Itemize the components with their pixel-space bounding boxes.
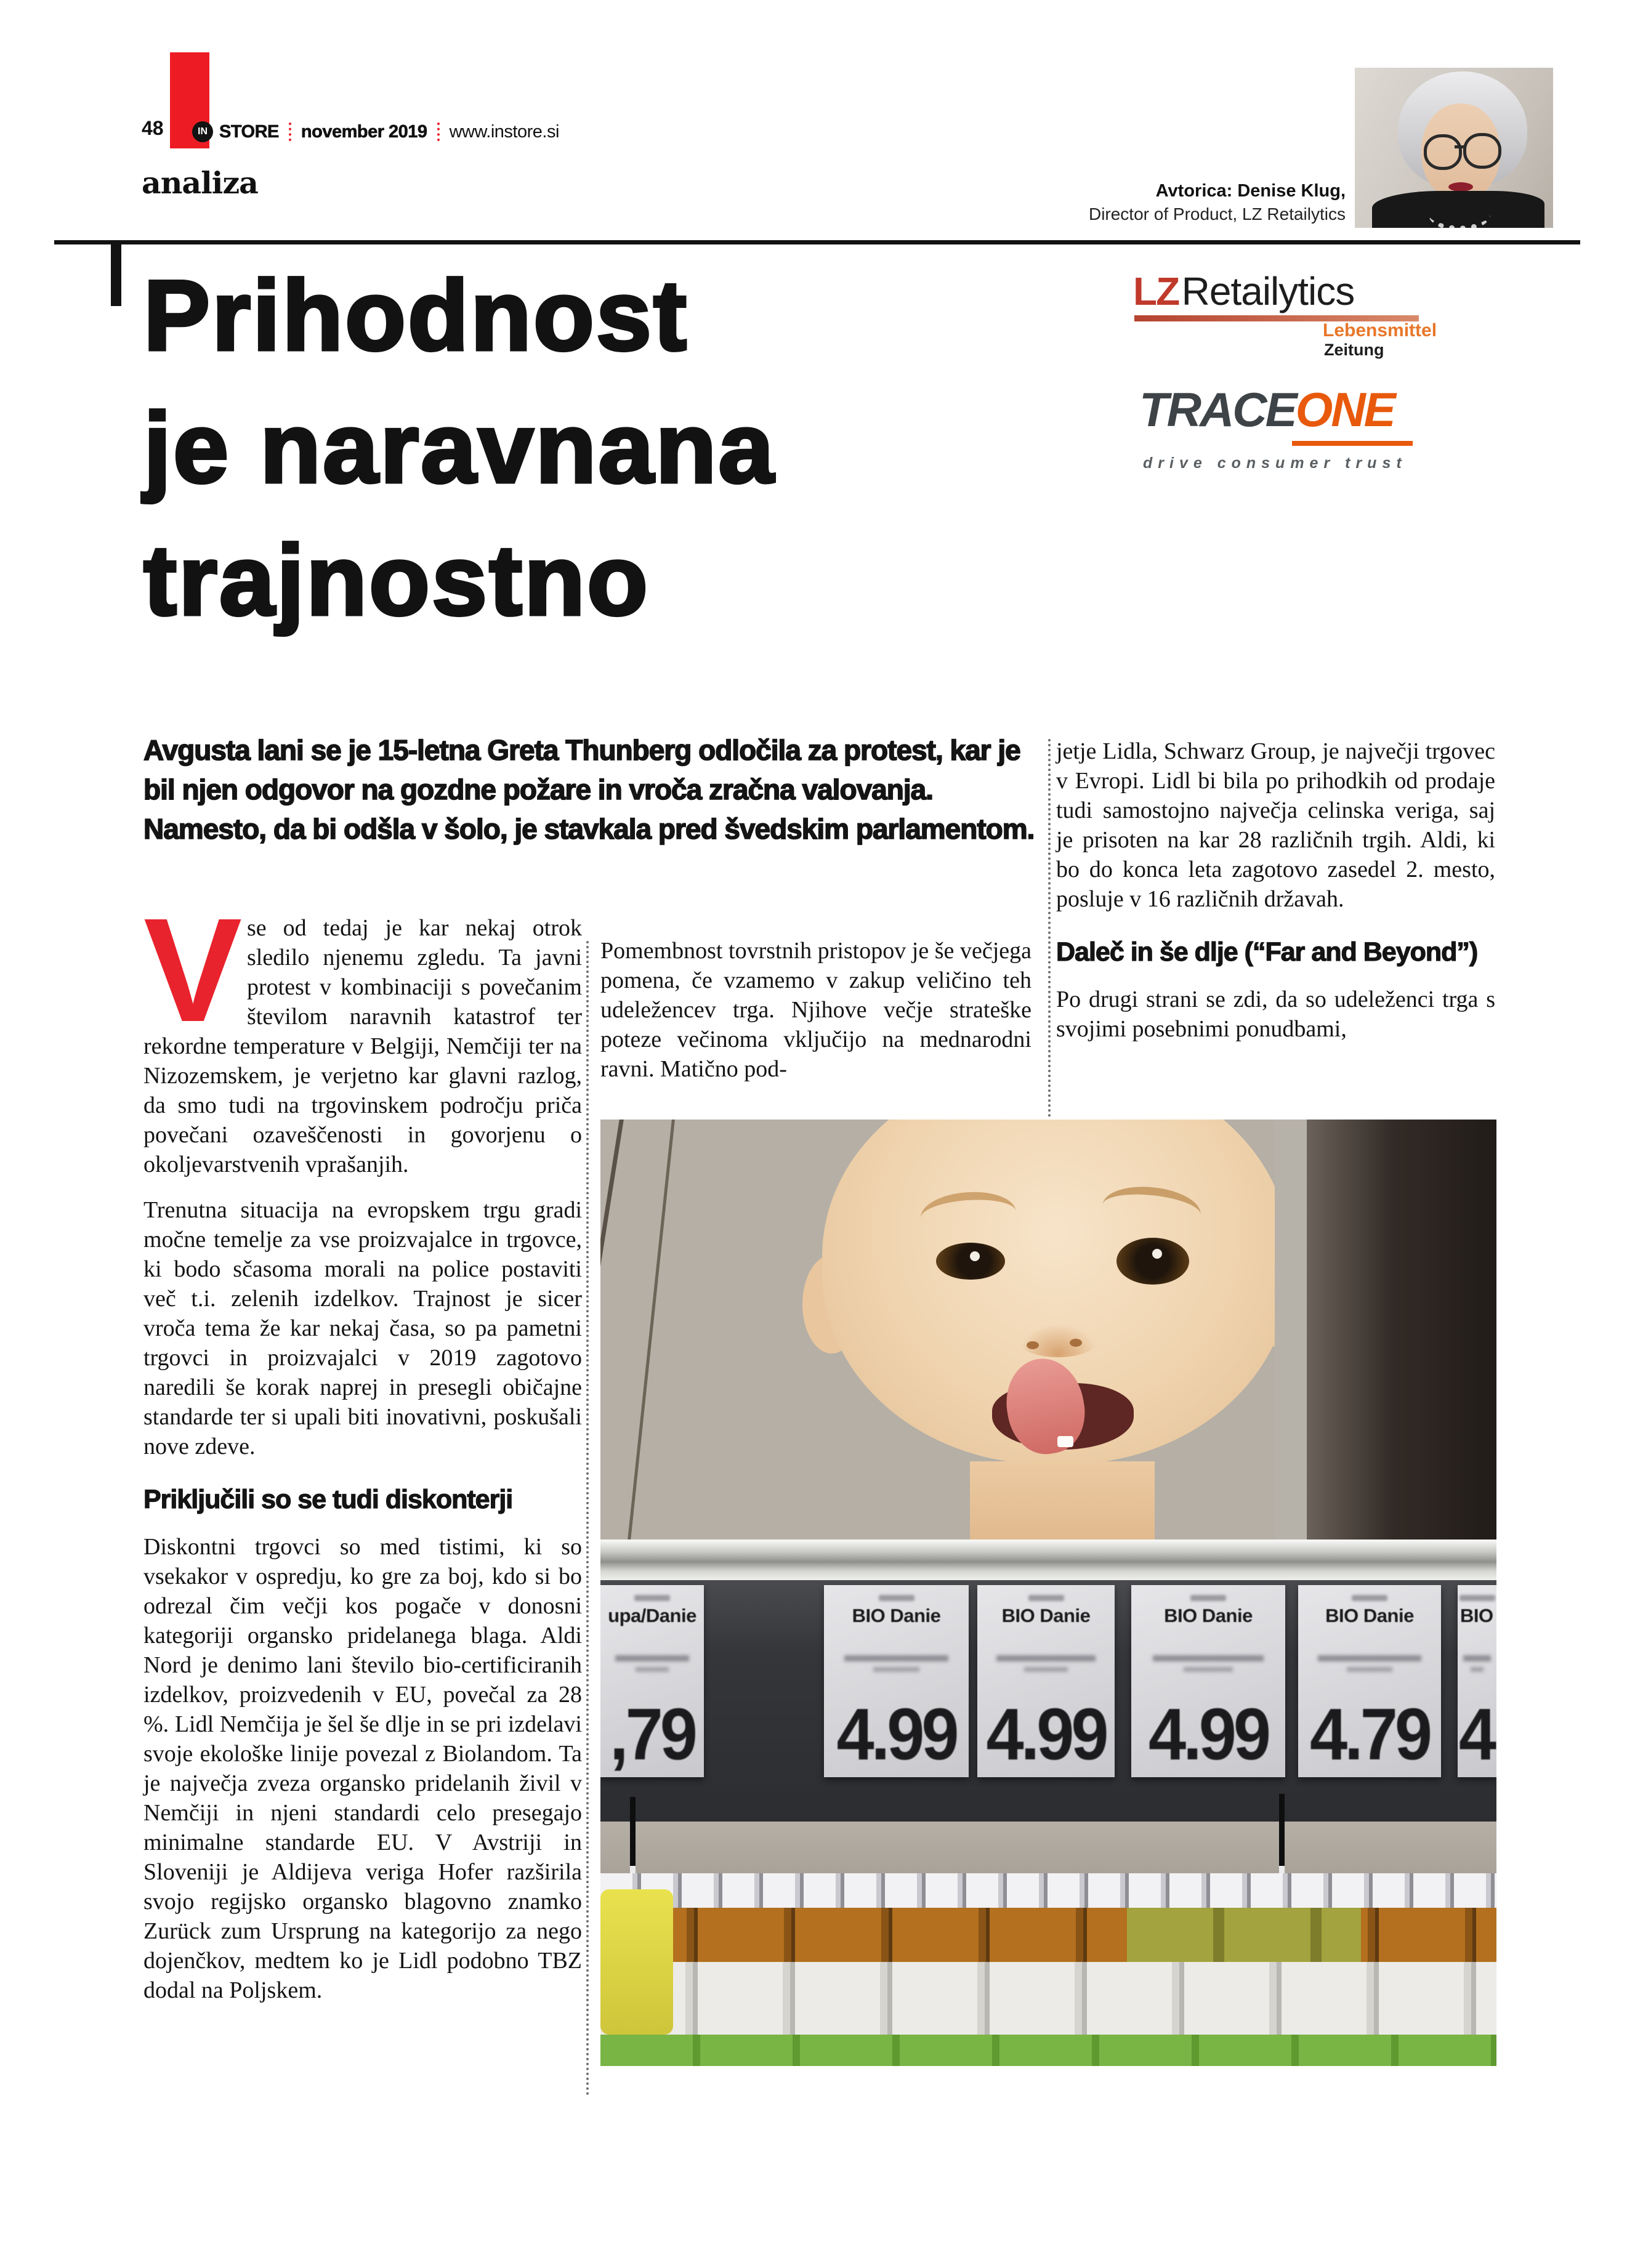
tag-small-print <box>873 1667 919 1672</box>
jar-lids-row <box>600 1873 1496 1908</box>
tag-product-name: BIO Danie <box>1001 1605 1091 1626</box>
paragraph: jetje Lidla, Schwarz Group, je največji trgovec v Evropi. Lidl bi bila po prihodkih od prodaje tudi samostojno največja celinska veriga, saj je prisoten na kar 28 različnih trgih. Aldi, ki bo do konca leta zagotovo zasedel 2. mesto, posluje v 16 različnih državah. <box>1056 738 1495 912</box>
subheading-far-and-beyond: Daleč in še dlje (“Far and Beyond”) <box>1056 937 1478 967</box>
tag-small-print <box>1028 1595 1064 1601</box>
tag-small-print <box>615 1655 690 1661</box>
baby-tooth <box>1057 1436 1073 1447</box>
lz-logo-sub1: Lebensmittel <box>1323 320 1437 341</box>
metal-strip <box>600 1540 1496 1580</box>
price-tag <box>824 1585 969 1777</box>
tag-small-print <box>636 1667 669 1672</box>
masthead-separator-icon <box>289 123 291 141</box>
baby-neck <box>970 1461 1155 1540</box>
header-rule <box>54 240 1580 244</box>
tag-price: 4 <box>1459 1693 1494 1775</box>
paragraph <box>143 887 582 1179</box>
author-role: Director of Product, LZ Retailytics <box>1088 204 1346 224</box>
traceone-underline <box>1292 441 1413 446</box>
tag-small-print <box>1352 1595 1387 1601</box>
glasses-bridge <box>1455 145 1464 148</box>
lz-logo-prefix: LZ <box>1133 269 1179 313</box>
instore-badge-icon: IN <box>192 121 213 142</box>
panel-frame-line <box>626 1120 676 1540</box>
eye-glint <box>970 1251 980 1261</box>
tag-product-name: BIO Danie <box>1325 1605 1414 1626</box>
page-number: 48 <box>142 117 164 139</box>
article-lede: Avgusta lani se je 15-letna Greta Thunberg odločila za protest, kar je bil njen odgovor na gozdne požare in vroča zračna valovanja. Namesto, da bi odšla v šolo, je stavkala pred švedskim parlamentom. <box>143 734 1035 845</box>
baby-eye-left <box>936 1243 1005 1280</box>
lz-logo-name: Retailytics <box>1181 269 1355 313</box>
green-tray <box>600 2035 1496 2066</box>
baby-eye-right <box>1116 1238 1189 1285</box>
jar-labels-row <box>600 1962 1496 2035</box>
tag-price: 4.99 <box>836 1693 956 1775</box>
tag-price: 4.99 <box>1148 1693 1269 1775</box>
paragraph: Diskontni trgovci so med tistimi, ki so vsekakor v ospredju, ko gre za boj, kdo si bo odrezal čim večji kos pogače v donosni kategoriji organsko pridelanega blaga. Aldi Nord je denimo lani število bio-certificiranih izdelkov, proizvedenih v EU, povečal za 28 %. Lidl Nemčija je šel še dlje in se pri izdelavi svoje ekološke linije povezal z Biolandom. Ta je največja zveza organsko pridelanih živil v Nemčiji in njeni standardi celo presegajo minimalne standarde EU. V Avstriji in Sloveniji je Aldijeva veriga Hofer razširila svojo regijsko organsko blagovno znamko Zurück zum Ursprung na kategorijo za nego dojenčkov, medtem ko je Lidl podobno TBZ dodal na Poljskem. <box>143 1534 582 2003</box>
paragraph: Po drugi strani se zdi, da so udeleženci trga s svojimi posebnimi ponudbami, <box>1056 987 1495 1042</box>
tag-small-print <box>1347 1667 1392 1672</box>
masthead-website: www.instore.si <box>449 121 559 142</box>
tag-product-name: BIO Danie <box>1164 1605 1253 1626</box>
tag-small-print <box>1459 1595 1495 1601</box>
tag-small-print <box>844 1655 948 1661</box>
traceone-logo-part1: TRACE <box>1139 382 1296 437</box>
headline-tick <box>111 244 121 306</box>
column-divider <box>1048 739 1051 1117</box>
traceone-tagline: drive consumer trust <box>1143 454 1407 472</box>
tag-price: 4.79 <box>1309 1693 1430 1775</box>
tag-small-print <box>1190 1595 1226 1601</box>
lz-retailytics-logo <box>1133 268 1437 359</box>
baby-nose <box>1018 1324 1098 1357</box>
ceiling-dark-band <box>1307 1120 1496 1540</box>
tag-small-print <box>1318 1655 1421 1661</box>
tag-small-print <box>1024 1667 1068 1672</box>
yellow-jar <box>600 1889 673 2035</box>
paragraph: Pomembnost tovrstnih pristopov je še večjega pomena, če vzamemo v zakup veličino teh udeležencev trga. Njihove večje strateške poteze večinoma vključijo na mednarodni ravni. Matično pod- <box>600 938 1031 1082</box>
author-name: Avtorica: Denise Klug, <box>1155 181 1346 201</box>
dropcap-letter: V <box>143 887 243 1052</box>
masthead-issue: november 2019 <box>301 121 427 142</box>
back-wall <box>600 1822 1496 1873</box>
article-title-line3: trajnostno <box>143 525 650 636</box>
body-column-2 <box>600 936 1031 1100</box>
tag-price: 4.99 <box>986 1693 1106 1775</box>
column-divider <box>586 941 589 2096</box>
tag-small-print <box>634 1595 670 1601</box>
baby-nostril <box>1070 1339 1082 1347</box>
price-tag <box>1458 1585 1496 1777</box>
panel-edge-strip <box>1275 1120 1307 1540</box>
paragraph: Trenutna situacija na evropskem trgu gradi močne temelje za vse proizvajalce in trgovce, ki bodo sčasoma morali na police postaviti več t.i. zelenih izdelkov. Trajnost je sicer vroča tema že kar nekaj časa, so pa pametni trgovci in proizvajalci v 2019 zagotovo naredili še korak naprej in presegli običajne standarde ter si upali biti inovativni, poskušali nove zdeve. <box>143 1197 582 1459</box>
subheading-diskonterji: Priključili so se tudi diskonterji <box>143 1485 513 1514</box>
section-title: analiza <box>142 165 258 201</box>
tag-small-print <box>1463 1655 1491 1661</box>
jar-contents-olive <box>1127 1908 1361 1962</box>
panel-frame-line <box>600 1120 626 1540</box>
paragraph-text: se od tedaj je kar nekaj otrok sledilo njenemu zgledu. Ta javni protest v kombinaciji s povečanim številom naravnih katastrof ter rekordne temperature v Belgiji, Nemčiji ter na Nizozemskem, je verjetno kar glavni razlog, da smo tudi na trgovinskem področju priča povečani ozaveščenosti in govorjenu o okoljevarstvenih vprašanjih. <box>143 915 582 1177</box>
baby-nostril <box>1027 1341 1039 1349</box>
glasses-icon <box>1424 134 1462 170</box>
tag-small-print <box>1471 1667 1483 1672</box>
author-portrait <box>1355 68 1553 228</box>
tag-small-print <box>996 1655 1096 1661</box>
tag-small-print <box>1184 1667 1233 1672</box>
tag-product-name: upa/Danie <box>608 1605 696 1626</box>
masthead-separator-icon <box>437 123 440 141</box>
price-tag <box>1131 1585 1285 1777</box>
tag-small-print <box>879 1595 914 1601</box>
glasses-icon <box>1463 133 1501 169</box>
price-tag <box>600 1585 704 1777</box>
eye-glint <box>1152 1249 1162 1259</box>
lz-logo-sub2: Zeitung <box>1324 341 1384 359</box>
jar-contents-row <box>600 1908 1496 1962</box>
price-tag <box>977 1585 1115 1777</box>
tag-product-name: BIO Danie <box>852 1605 941 1626</box>
article-title-line1: Prihodnost <box>143 260 688 371</box>
body-column-1 <box>143 887 582 2021</box>
store-photo <box>600 1120 1496 2066</box>
ceiling-light-panel <box>600 1120 1496 1540</box>
body-column-3 <box>1056 736 1495 1060</box>
traceone-logo-part2: ONE <box>1295 382 1394 437</box>
masthead-brand: STORE <box>219 121 279 142</box>
traceone-logo <box>1139 382 1407 472</box>
shelf-jars <box>600 1873 1496 2066</box>
portrait-lips <box>1448 182 1473 192</box>
portrait-necklace <box>1429 198 1490 228</box>
tag-small-print <box>1153 1655 1264 1661</box>
article-title-line2: je naravnana <box>143 392 776 504</box>
tag-price: ,79 <box>610 1693 695 1775</box>
tag-product-name: BIO <box>1460 1605 1493 1626</box>
price-tag <box>1298 1585 1441 1777</box>
masthead <box>219 121 559 142</box>
